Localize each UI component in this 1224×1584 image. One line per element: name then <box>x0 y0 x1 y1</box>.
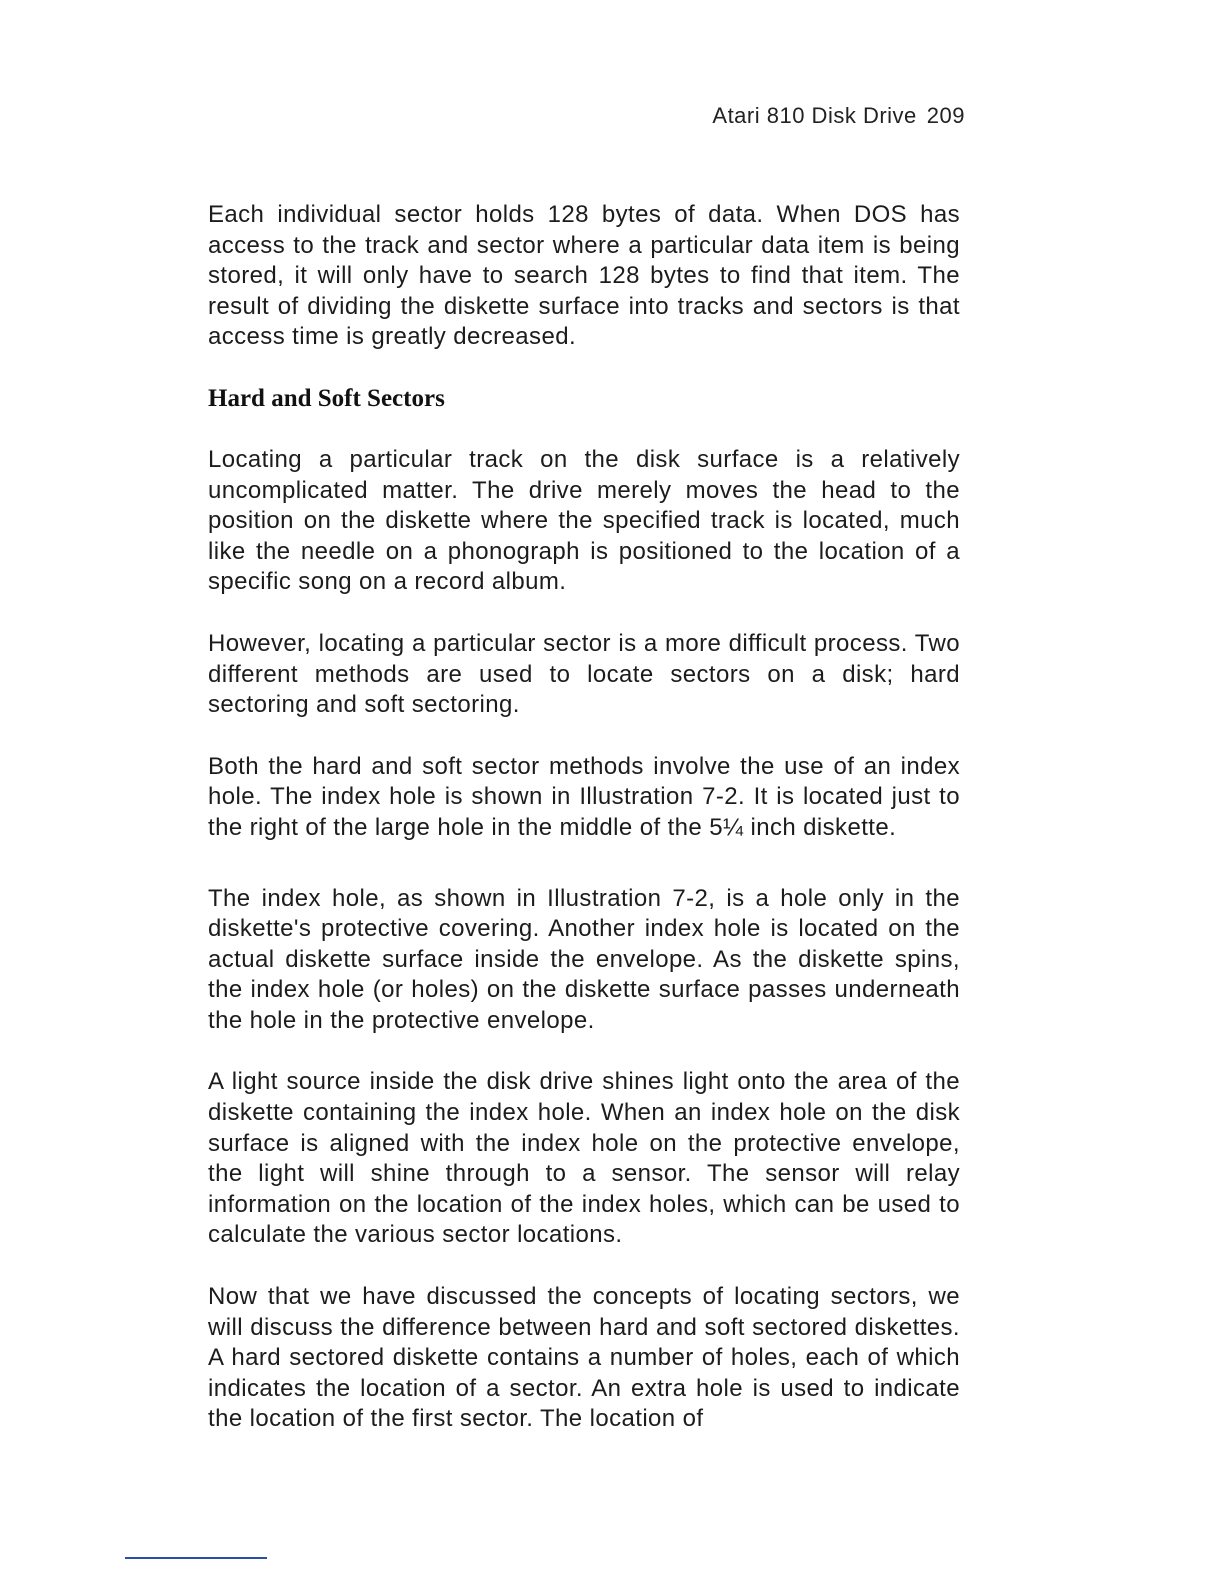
page-number: 209 <box>926 103 965 128</box>
paragraph-protective-covering: The index hole, as shown in Illustration 7-2, is a hole only in the diskette's protective covering. Another index hole is located on the actual diskette surface inside the envelope. As the diskette spins, the index hole (or holes) on the diskette surface passes underneath the hole in the protective envelope. <box>208 884 960 1034</box>
paragraph-light-source: A light source inside the disk drive shines light onto the area of the diskette containing the index hole. When an index hole on the disk surface is aligned with the index hole on the protective envelope, the light will shine through to a sensor. The sensor will relay information on the location of the index holes, which can be used to calculate the various sector locations. <box>208 1068 960 1249</box>
section-heading: Hard and Soft Sectors <box>208 384 445 412</box>
page-body <box>208 200 960 1466</box>
paragraph-locating-track: Locating a particular track on the disk surface is a relatively uncomplicated matter. The drive merely moves the head to the position on the diskette where the specified track is located, much like the needle on a phonograph is positioned to the location of a specific song on a record album. <box>208 445 960 596</box>
running-title: Atari 810 Disk Drive <box>712 103 917 128</box>
footnote-rule <box>125 1557 267 1559</box>
paragraph-index-hole: Both the hard and soft sector methods involve the use of an index hole. The index hole is shown in Illustration 7-2. It is located just to the right of the large hole in the middle of the 5¼ inch diskette. <box>208 752 960 841</box>
paragraph-locating-sector: However, locating a particular sector is a more difficult process. Two different methods are used to locate sectors on a disk; hard sectoring and soft sectoring. <box>208 629 960 719</box>
running-header <box>712 103 965 129</box>
paragraph-sector-size: Each individual sector holds 128 bytes of data. When DOS has access to the track and sector where a particular data item is being stored, it will only have to search 128 bytes to find that item. The result of dividing the diskette surface into tracks and sectors is that access time is greatly decreased. <box>208 201 960 351</box>
paragraph-hard-sectored: Now that we have discussed the concepts of locating sectors, we will discuss the difference between hard and soft sectored diskettes. A hard sectored diskette contains a number of holes, each of which indicates the location of a sector. An extra hole is used to indicate the location of the first sector. The location of <box>208 1283 960 1433</box>
